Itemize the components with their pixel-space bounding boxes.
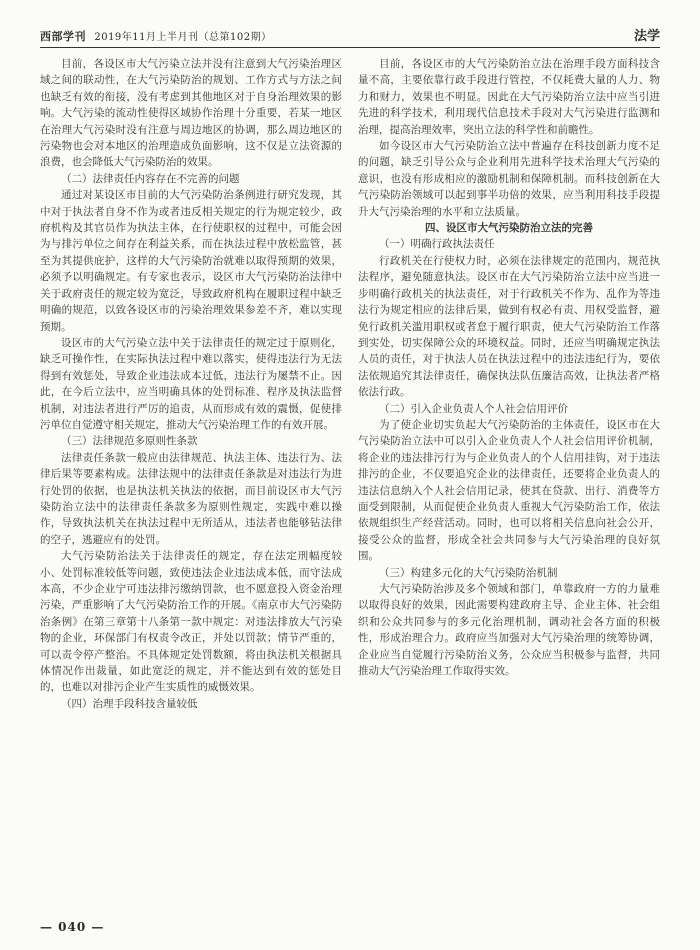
page-number: — 040 — [40, 920, 105, 934]
right-column [358, 56, 660, 891]
paragraph: 目前，各设区市大气污染立法并没有注意到大气污染治理区域之间的联动性，在大气污染防治的规划、工作方式与方法之间也缺乏有效的衔接，没有考虑到其他地区对于自身治理效果的影响。大气污染的流动性使得区域协作治理十分重要，若某一地区在治理大气污染时没有注意与周边地区的协调，那么周边地区的污染物也会对本地区的治理造成负面影响，这不仅是立法资源的浪费，也会降低大气污染防治的效果。 [40, 58, 342, 169]
paragraph: 通过对某设区市目前的大气污染防治条例进行研究发现，其中对于执法者自身不作为或者违反相关规定的行为规定较少，政府机构及其官员作为执法主体，在行使职权的过程中，可能会因为与排污单位之间存在利益关系，而在执法过程中放松监管，甚至为其提供庇护，这样的大气污染防治就难以取得预期的效果，必须予以明确规定。有专家也表示，设区市大气污染防治法律中关于政府责任的规定较为宽泛，导致政府机构在履职过程中缺乏明确的规范，以致各设区市的污染治理效果参差不齐，难以实现预期。 [40, 189, 342, 333]
journal-issue: 2019年11月上半月刊（总第102期） [94, 32, 272, 43]
paragraph: 法律责任条款一般应由法律规范、执法主体、违法行为、法律后果等要素构成。法律法规中的法律责任条款是对违法行为进行处罚的依据，也是执法机关执法的依据，而目前设区市大气污染防治立法中的法律责任条款多为原则性规定，实践中难以操作，导致执法机关在执法过程中无所适从，违法者也能够钻法律的空子，逃避应有的处罚。 [40, 451, 342, 546]
section-heading: （三）法律规范多原则性条款 [61, 435, 198, 448]
page-header [40, 20, 660, 48]
paragraph: 如今设区市大气污染防治立法中普遍存在科技创新力度不足的问题，缺乏引导公众与企业利用先进科学技术治理大气污染的意识，也没有形成相应的激励机制和保障机制。而科技创新在大气污染防治领域可以起到事半功倍的效果，应当利用科技手段提升大气污染治理的水平和立法质量。 [358, 140, 660, 218]
paragraph: 目前，各设区市的大气污染防治立法在治理手段方面科技含量不高，主要依靠行政手段进行管控，不仅耗费大量的人力、物力和财力，效果也不明显。因此在大气污染防治立法中应当引进先进的科学技术，利用现代信息技术手段对大气污染进行监测和治理，提高治理效率，突出立法的科学性和前瞻性。 [358, 58, 660, 136]
section-heading: （二）法律责任内容存在不完善的问题 [61, 172, 240, 185]
paragraph: 大气污染防治涉及多个领域和部门，单靠政府一方的力量难以取得良好的效果，因此需要构建政府主导、企业主体、社会组织和公众共同参与的多元化治理机制，调动社会各方面的积极性，形成治理合力。政府应当加强对大气污染治理的统筹协调，企业应当自觉履行污染防治义务，公众应当积极参与监督，共同推动大气污染治理工作取得实效。 [358, 583, 660, 678]
section-heading: （二）引入企业负责人个人社会信用评价 [379, 402, 568, 415]
paragraph: 为了使企业切实负起大气污染防治的主体责任，设区市在大气污染防治立法中可以引入企业负责人个人社会信用评价机制，将企业的违法排污行为与企业负责人的个人信用挂钩，对于违法排污的企业，不仅要追究企业的法律责任，还要将企业负责人的违法信息纳入个人社会信用记录，使其在贷款、出行、消费等方面受到限制，从而促使企业负责人重视大气污染防治工作，依法依规组织生产经营活动。同时，也可以将相关信息向社会公开，接受公众的监督，形成全社会共同参与大气污染治理的良好氛围。 [358, 418, 660, 563]
article-body [40, 56, 660, 891]
section-heading: （三）构建多元化的大气污染防治机制 [379, 566, 558, 579]
paragraph: 设区市的大气污染立法中关于法律责任的规定过于原则化，缺乏可操作性，在实际执法过程中难以落实，使得违法行为无法得到有效惩处，导致企业违法成本过低，违法行为屡禁不止。因此，在今后立法中，应当明确具体的处罚标准、程序及执法监督机制，对违法者进行严厉的追责，从而形成有效的震慑，促使排污单位自觉遵守相关规定，推动大气污染治理工作的有效开展。 [40, 336, 342, 431]
left-column [40, 56, 342, 891]
section-heading: （四）治理手段科技含量较低 [61, 697, 198, 710]
paragraph: 大气污染防治法关于法律责任的规定，存在法定刑幅度较小、处罚标准较低等问题，致使违法企业违法成本低，而守法成本高，不少企业宁可违法排污缴纳罚款，也不愿意投入资金治理污染，严重影响了大气污染防治工作的开展。《南京市大气污染防治条例》在第三章第十八条第一款中规定：对违法排放大气污染物的企业，环保部门有权责令改正，并处以罚款；情节严重的，可以责令停产整治。不具体规定处罚数额，将由执法机关根据具体情况作出裁量，如此宽泛的规定，并不能达到有效的惩处目的，也难以对排污企业产生实质性的威慑效果。 [40, 550, 342, 694]
journal-title [40, 28, 272, 44]
section-label: 法学 [633, 29, 660, 44]
journal-name: 西部学刊 [40, 30, 86, 43]
section-heading: 四、设区市大气污染防治立法的完善 [425, 222, 593, 235]
paragraph: 行政机关在行使权力时，必须在法律规定的范围内，规范执法程序，避免随意执法。设区市在大气污染防治立法中应当进一步明确行政机关的执法责任，对于行政机关不作为、乱作为等违法行为规定相应的法律后果，做到有权必有责、用权受监督，避免行政机关滥用职权或者怠于履行职责，使大气污染防治工作落到实处，切实保障公众的环境权益。同时，还应当明确规定执法人员的责任，对于执法人员在执法过程中的违法违纪行为，要依法依规追究其法律责任，确保执法队伍廉洁高效，让执法者严格依法行政。 [358, 254, 660, 399]
section-heading: （一）明确行政执法责任 [379, 238, 495, 251]
